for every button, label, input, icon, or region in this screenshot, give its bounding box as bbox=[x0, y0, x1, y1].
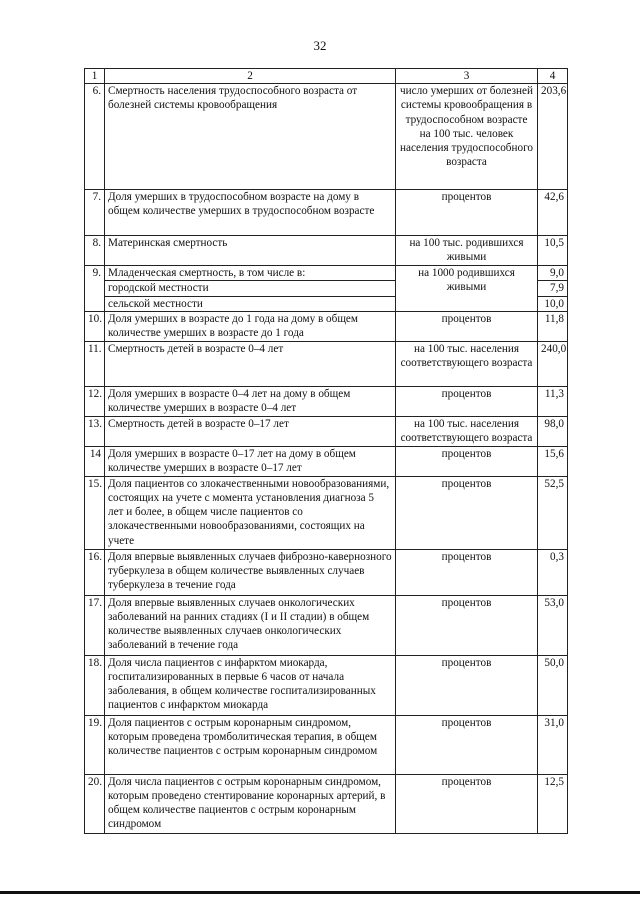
table-row bbox=[85, 549, 568, 595]
unit-of-measure: процентов bbox=[396, 549, 538, 595]
indicator-name: Смертность детей в возрасте 0–4 лет bbox=[105, 341, 396, 386]
indicator-value: 240,0 bbox=[538, 341, 568, 386]
unit-of-measure: на 100 тыс. населения соответствующего возраста bbox=[396, 341, 538, 386]
row-number: 12. bbox=[85, 386, 105, 416]
indicator-name: Доля впервые выявленных случаев онкологических заболеваний на ранних стадиях (I и II стадии) в общем количестве выявленных случаев онкологических заболеваний в течение года bbox=[105, 595, 396, 655]
unit-of-measure: процентов bbox=[396, 190, 538, 236]
indicator-name: Смертность населения трудоспособного возраста от болезней системы кровообращения bbox=[105, 84, 396, 190]
unit-of-measure: на 100 тыс. родившихся живыми bbox=[396, 236, 538, 266]
indicator-name: Младенческая смертность, в том числе в: bbox=[105, 266, 396, 281]
table-row bbox=[85, 386, 568, 416]
indicator-name: Материнская смертность bbox=[105, 236, 396, 266]
indicator-value: 7,9 bbox=[538, 281, 568, 296]
table-row bbox=[85, 190, 568, 236]
row-number: 8. bbox=[85, 236, 105, 266]
unit-of-measure: процентов bbox=[396, 386, 538, 416]
table-header-row bbox=[85, 69, 568, 84]
unit-of-measure: процентов bbox=[396, 595, 538, 655]
column-header-3: 3 bbox=[396, 69, 538, 84]
indicator-name: Смертность детей в возрасте 0–17 лет bbox=[105, 416, 396, 446]
indicator-value: 15,6 bbox=[538, 446, 568, 476]
indicator-value: 42,6 bbox=[538, 190, 568, 236]
row-number: 9. bbox=[85, 266, 105, 312]
unit-of-measure: на 1000 родившихся живыми bbox=[396, 266, 538, 312]
table-row bbox=[85, 311, 568, 341]
indicator-value: 203,6 bbox=[538, 84, 568, 190]
indicator-value: 0,3 bbox=[538, 549, 568, 595]
unit-of-measure: процентов bbox=[396, 311, 538, 341]
indicator-value: 98,0 bbox=[538, 416, 568, 446]
table-row bbox=[85, 476, 568, 549]
row-number: 17. bbox=[85, 595, 105, 655]
indicator-name: Доля пациентов с острым коронарным синдромом, которым проведена тромболитическая терапия, в общем количестве пациентов с острым коронарным синдромом bbox=[105, 715, 396, 774]
unit-of-measure: процентов bbox=[396, 655, 538, 715]
indicator-value: 50,0 bbox=[538, 655, 568, 715]
indicator-subitem: сельской местности bbox=[105, 296, 396, 311]
indicator-value: 11,8 bbox=[538, 311, 568, 341]
unit-of-measure: число умерших от болезней системы кровообращения в трудоспособном возрасте на 100 тыс. человек населения трудоспособного возраста bbox=[396, 84, 538, 190]
page-bottom-rule bbox=[0, 891, 640, 894]
unit-of-measure: на 100 тыс. населения соответствующего возраста bbox=[396, 416, 538, 446]
indicator-subitem: городской местности bbox=[105, 281, 396, 296]
table-row bbox=[85, 446, 568, 476]
table-row bbox=[85, 84, 568, 190]
indicator-name: Доля умерших в возрасте до 1 года на дому в общем количестве умерших в возрасте до 1 года bbox=[105, 311, 396, 341]
table-row bbox=[85, 774, 568, 833]
row-number: 13. bbox=[85, 416, 105, 446]
table-row bbox=[85, 266, 568, 281]
row-number: 7. bbox=[85, 190, 105, 236]
unit-of-measure: процентов bbox=[396, 446, 538, 476]
indicator-name: Доля умерших в возрасте 0–4 лет на дому в общем количестве умерших в возрасте 0–4 лет bbox=[105, 386, 396, 416]
row-number: 10. bbox=[85, 311, 105, 341]
indicators-table bbox=[84, 68, 568, 834]
table-row bbox=[85, 416, 568, 446]
page-number: 32 bbox=[313, 38, 327, 53]
table-row bbox=[85, 715, 568, 774]
unit-of-measure: процентов bbox=[396, 476, 538, 549]
row-number: 14 bbox=[85, 446, 105, 476]
indicator-value: 10,5 bbox=[538, 236, 568, 266]
table-row bbox=[85, 595, 568, 655]
indicator-name: Доля умерших в возрасте 0–17 лет на дому в общем количестве умерших в возрасте 0–17 лет bbox=[105, 446, 396, 476]
indicator-value: 11,3 bbox=[538, 386, 568, 416]
indicator-name: Доля пациентов со злокачественными новообразованиями, состоящих на учете с момента установления диагноза 5 лет и более, в общем числе пациентов со злокачественными новообразованиями, состоящих на учете bbox=[105, 476, 396, 549]
column-header-4: 4 bbox=[538, 69, 568, 84]
indicator-value: 53,0 bbox=[538, 595, 568, 655]
table-row bbox=[85, 341, 568, 386]
indicator-name: Доля впервые выявленных случаев фиброзно-кавернозного туберкулеза в общем количестве выявленных случаев туберкулеза в течение года bbox=[105, 549, 396, 595]
indicator-value: 12,5 bbox=[538, 774, 568, 833]
column-header-2: 2 bbox=[105, 69, 396, 84]
unit-of-measure: процентов bbox=[396, 715, 538, 774]
row-number: 16. bbox=[85, 549, 105, 595]
column-header-1: 1 bbox=[85, 69, 105, 84]
table-row bbox=[85, 236, 568, 266]
row-number: 18. bbox=[85, 655, 105, 715]
table-row bbox=[85, 655, 568, 715]
row-number: 15. bbox=[85, 476, 105, 549]
indicator-name: Доля числа пациентов с острым коронарным синдромом, которым проведено стентирование коронарных артерий, в общем количестве пациентов с острым коронарным синдромом bbox=[105, 774, 396, 833]
indicator-name: Доля числа пациентов с инфарктом миокарда, госпитализированных в первые 6 часов от начала заболевания, в общем количестве госпитализированных пациентов с инфарктом миокарда bbox=[105, 655, 396, 715]
row-number: 11. bbox=[85, 341, 105, 386]
indicator-name: Доля умерших в трудоспособном возрасте на дому в общем количестве умерших в трудоспособном возрасте bbox=[105, 190, 396, 236]
indicator-value: 9,0 bbox=[538, 266, 568, 281]
indicator-value: 52,5 bbox=[538, 476, 568, 549]
row-number: 20. bbox=[85, 774, 105, 833]
row-number: 19. bbox=[85, 715, 105, 774]
row-number: 6. bbox=[85, 84, 105, 190]
unit-of-measure: процентов bbox=[396, 774, 538, 833]
indicator-value: 31,0 bbox=[538, 715, 568, 774]
indicator-value: 10,0 bbox=[538, 296, 568, 311]
